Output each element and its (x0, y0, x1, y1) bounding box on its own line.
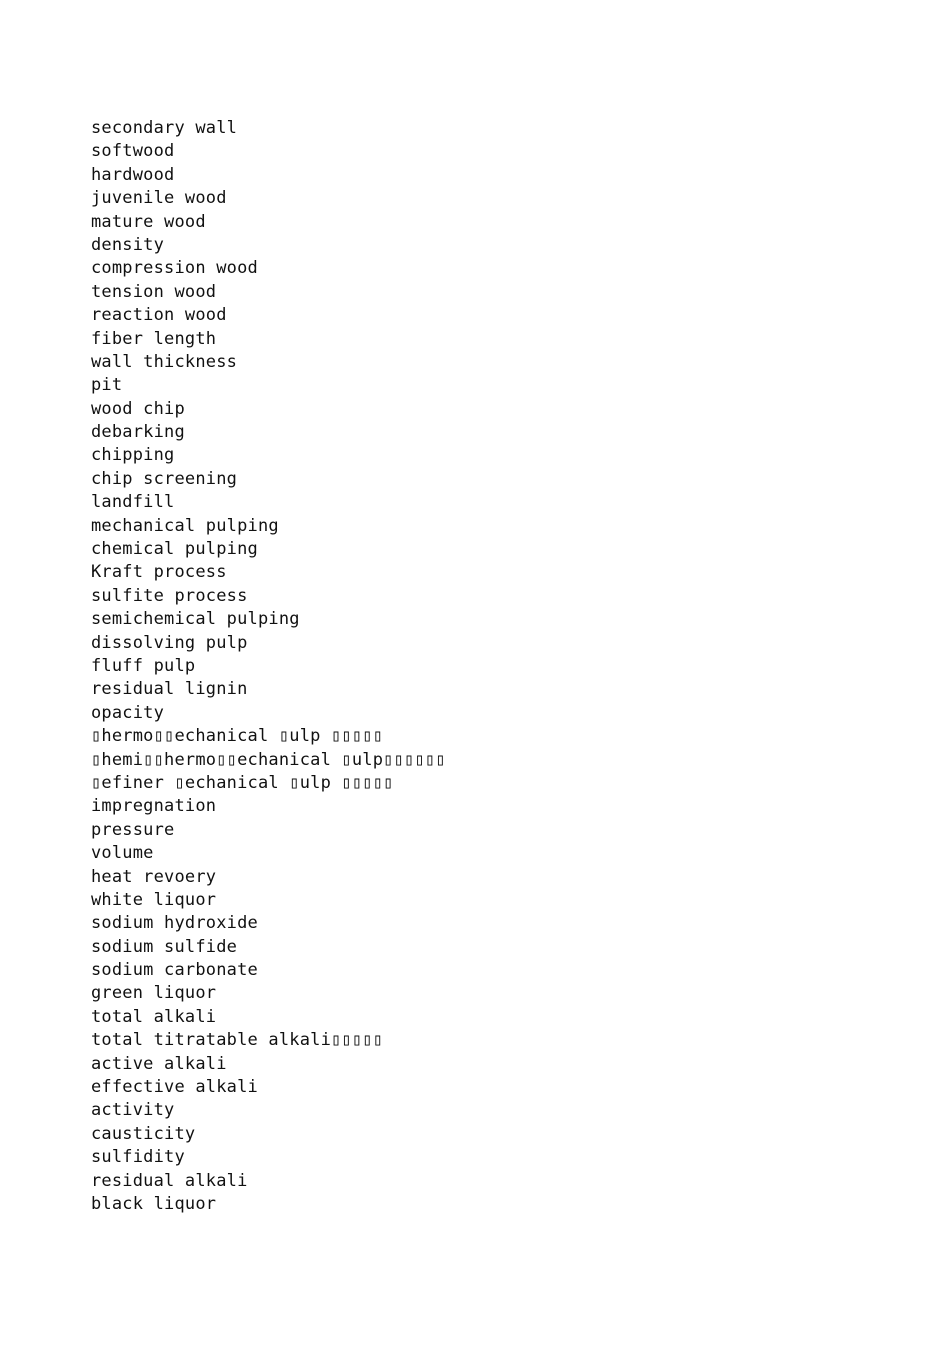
term-line: sulfite process (91, 585, 248, 606)
term-line: heat revoery (91, 866, 217, 887)
term-line: chipping (91, 445, 175, 466)
term-line: ▯hemi▯▯hermo▯▯echanical ▯ulp▯▯▯▯▯▯ (91, 749, 446, 770)
term-line: activity (91, 1100, 175, 1121)
term-line: pressure (91, 819, 175, 840)
term-line: fiber length (91, 328, 217, 349)
term-line: tension wood (91, 281, 217, 302)
term-list (91, 117, 446, 1216)
term-line: juvenile wood (91, 188, 227, 209)
term-line: green liquor (91, 983, 217, 1004)
term-line: total titratable alkali▯▯▯▯▯ (91, 1030, 384, 1051)
term-line: impregnation (91, 796, 217, 817)
term-line: wood chip (91, 398, 185, 419)
term-line: dissolving pulp (91, 632, 248, 653)
term-line: chip screening (91, 468, 238, 489)
term-line: effective alkali (91, 1077, 258, 1098)
term-line: semichemical pulping (91, 609, 300, 630)
term-line: black liquor (91, 1193, 217, 1214)
term-line: mechanical pulping (91, 515, 279, 536)
term-line: softwood (91, 141, 175, 162)
term-line: density (91, 234, 165, 255)
term-line: pit (91, 375, 123, 396)
term-line: sodium sulfide (91, 936, 238, 957)
term-line: Kraft process (91, 562, 227, 583)
term-line: sodium hydroxide (91, 913, 258, 934)
term-line: secondary wall (91, 118, 238, 138)
term-line: opacity (91, 702, 165, 723)
term-line: ▯hermo▯▯echanical ▯ulp ▯▯▯▯▯ (91, 726, 384, 747)
term-line: active alkali (91, 1053, 227, 1074)
term-line: fluff pulp (91, 655, 196, 676)
term-line: debarking (91, 422, 185, 443)
term-line: wall thickness (91, 351, 238, 372)
term-line: volume (91, 843, 154, 864)
term-line: reaction wood (91, 305, 227, 326)
term-line: sodium carbonate (91, 960, 258, 981)
term-line: compression wood (91, 258, 258, 279)
term-line: residual alkali (91, 1170, 248, 1191)
term-line: residual lignin (91, 679, 248, 700)
term-line: white liquor (91, 889, 217, 910)
term-line: mature wood (91, 211, 206, 232)
term-line: ▯efiner ▯echanical ▯ulp ▯▯▯▯▯ (91, 772, 394, 793)
term-line: hardwood (91, 164, 175, 185)
term-line: causticity (91, 1123, 196, 1144)
term-line: landfill (91, 492, 175, 513)
term-line: sulfidity (91, 1147, 185, 1168)
term-line: total alkali (91, 1006, 217, 1027)
term-line: chemical pulping (91, 539, 258, 560)
